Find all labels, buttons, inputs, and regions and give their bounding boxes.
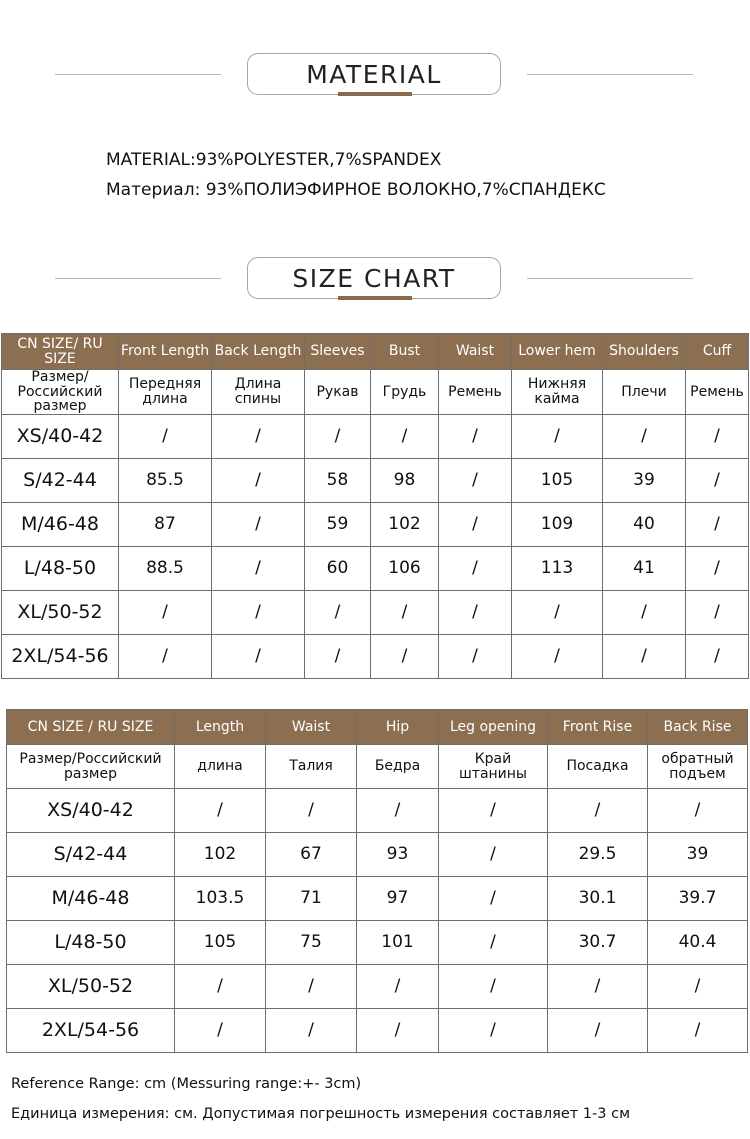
column-header: Length — [175, 710, 266, 745]
measurement-cell: / — [512, 415, 603, 459]
divider-right — [527, 74, 693, 75]
column-header-ru: Грудь — [371, 370, 439, 415]
measurement-cell: 30.1 — [548, 877, 648, 921]
size-label: S/42-44 — [2, 459, 119, 503]
column-header: Front Rise — [548, 710, 648, 745]
column-header-ru: обратный подъем — [648, 745, 748, 789]
column-header: Cuff — [686, 334, 749, 370]
measurement-cell: / — [357, 965, 439, 1009]
bottom-size-chart-table — [6, 709, 748, 1053]
measurement-cell: / — [212, 415, 305, 459]
header-row — [2, 334, 749, 370]
table-row — [7, 1009, 748, 1053]
measurement-cell: / — [357, 789, 439, 833]
column-header: CN SIZE / RU SIZE — [7, 710, 175, 745]
column-header: Back Rise — [648, 710, 748, 745]
column-header-ru: Размер/ Российский размер — [2, 370, 119, 415]
measurement-cell: 102 — [371, 503, 439, 547]
measurement-cell: / — [686, 635, 749, 679]
measurement-cell: / — [175, 1009, 266, 1053]
measurement-cell: / — [548, 789, 648, 833]
measurement-cell: / — [648, 789, 748, 833]
measurement-cell: 40 — [603, 503, 686, 547]
measurement-cell: / — [439, 591, 512, 635]
measurement-cell: / — [512, 591, 603, 635]
size-chart-title: SIZE CHART — [292, 264, 456, 293]
measurement-cell: / — [439, 877, 548, 921]
measurement-cell: 60 — [305, 547, 371, 591]
divider-left — [55, 278, 221, 279]
measurement-cell: 71 — [266, 877, 357, 921]
measurement-cell: / — [603, 415, 686, 459]
column-header: Hip — [357, 710, 439, 745]
measurement-cell: / — [512, 635, 603, 679]
measurement-cell: / — [439, 503, 512, 547]
column-header: Bust — [371, 334, 439, 370]
measurement-cell: / — [439, 965, 548, 1009]
column-header-ru: Нижняя кайма — [512, 370, 603, 415]
table-row — [2, 547, 749, 591]
measurement-cell: 103.5 — [175, 877, 266, 921]
measurement-cell: 39.7 — [648, 877, 748, 921]
table-row — [7, 789, 748, 833]
measurement-cell: 109 — [512, 503, 603, 547]
material-section-header — [0, 53, 750, 97]
measurement-cell: / — [439, 1009, 548, 1053]
measurement-cell: 97 — [357, 877, 439, 921]
column-header: Sleeves — [305, 334, 371, 370]
reference-range-note: Reference Range: cm (Messuring range:+- 3cm) — [11, 1076, 362, 1092]
column-header: Back Length — [212, 334, 305, 370]
measurement-cell: 98 — [371, 459, 439, 503]
measurement-cell: / — [305, 591, 371, 635]
measurement-cell: / — [686, 459, 749, 503]
size-chart-title-pill — [247, 257, 501, 299]
size-label: XS/40-42 — [7, 789, 175, 833]
measurement-cell: 106 — [371, 547, 439, 591]
measurement-cell: 67 — [266, 833, 357, 877]
column-header: Leg opening — [439, 710, 548, 745]
measurement-cell: / — [371, 635, 439, 679]
measurement-cell: / — [266, 789, 357, 833]
measurement-cell: / — [119, 635, 212, 679]
measurement-cell: 93 — [357, 833, 439, 877]
size-chart-section-header — [0, 257, 750, 301]
measurement-cell: / — [603, 591, 686, 635]
measurement-cell: / — [212, 503, 305, 547]
top-size-chart-table — [1, 333, 749, 679]
column-header-ru: Длина спины — [212, 370, 305, 415]
size-label: M/46-48 — [2, 503, 119, 547]
column-header-ru: Край штанины — [439, 745, 548, 789]
column-header-ru: длина — [175, 745, 266, 789]
measurement-cell: / — [648, 1009, 748, 1053]
measurement-cell: / — [603, 635, 686, 679]
measurement-cell: / — [305, 415, 371, 459]
column-header: CN SIZE/ RU SIZE — [2, 334, 119, 370]
measurement-cell: 30.7 — [548, 921, 648, 965]
column-header-ru: Ремень — [439, 370, 512, 415]
size-label: XS/40-42 — [2, 415, 119, 459]
size-label: XL/50-52 — [7, 965, 175, 1009]
measurement-cell: / — [212, 547, 305, 591]
title-underline — [338, 296, 412, 300]
measurement-cell: / — [266, 1009, 357, 1053]
measurement-cell: / — [212, 459, 305, 503]
measurement-cell: 102 — [175, 833, 266, 877]
column-header-ru: Бедра — [357, 745, 439, 789]
column-header: Waist — [266, 710, 357, 745]
measurement-cell: 87 — [119, 503, 212, 547]
measurement-cell: / — [212, 635, 305, 679]
measurement-cell: 85.5 — [119, 459, 212, 503]
table-row — [2, 591, 749, 635]
measurement-cell: 40.4 — [648, 921, 748, 965]
column-header-ru: Плечи — [603, 370, 686, 415]
measurement-cell: 105 — [512, 459, 603, 503]
material-title-pill — [247, 53, 501, 95]
header-row-ru — [2, 370, 749, 415]
measurement-cell: / — [439, 921, 548, 965]
measurement-cell: 88.5 — [119, 547, 212, 591]
material-ru: Материал: 93%ПОЛИЭФИРНОЕ ВОЛОКНО,7%СПАНДЕКС — [106, 180, 606, 200]
measurement-cell: / — [357, 1009, 439, 1053]
header-row-ru — [7, 745, 748, 789]
divider-left — [55, 74, 221, 75]
measurement-cell: 39 — [603, 459, 686, 503]
table-row — [2, 459, 749, 503]
measurement-cell: / — [439, 833, 548, 877]
size-label: S/42-44 — [7, 833, 175, 877]
measurement-cell: 113 — [512, 547, 603, 591]
measurement-cell: / — [175, 965, 266, 1009]
size-label: L/48-50 — [7, 921, 175, 965]
column-header-ru: Ремень — [686, 370, 749, 415]
table-row — [7, 965, 748, 1009]
measurement-cell: / — [212, 591, 305, 635]
table-row — [2, 635, 749, 679]
measurement-cell: / — [439, 547, 512, 591]
table-row — [7, 877, 748, 921]
title-underline — [338, 92, 412, 96]
column-header: Lower hem — [512, 334, 603, 370]
measurement-cell: / — [439, 415, 512, 459]
measurement-cell: / — [439, 459, 512, 503]
measurement-cell: 75 — [266, 921, 357, 965]
column-header-ru: Талия — [266, 745, 357, 789]
divider-right — [527, 278, 693, 279]
measurement-cell: / — [686, 547, 749, 591]
measurement-cell: 41 — [603, 547, 686, 591]
size-label: L/48-50 — [2, 547, 119, 591]
measurement-note-ru: Единица измерения: см. Допустимая погрешность измерения составляет 1-3 см — [11, 1106, 631, 1122]
measurement-cell: 59 — [305, 503, 371, 547]
measurement-cell: 101 — [357, 921, 439, 965]
measurement-cell: 29.5 — [548, 833, 648, 877]
column-header: Front Length — [119, 334, 212, 370]
measurement-cell: / — [686, 503, 749, 547]
measurement-cell: 39 — [648, 833, 748, 877]
measurement-cell: / — [266, 965, 357, 1009]
column-header-ru: Посадка — [548, 745, 648, 789]
size-label: 2XL/54-56 — [7, 1009, 175, 1053]
measurement-cell: / — [371, 591, 439, 635]
size-label: M/46-48 — [7, 877, 175, 921]
measurement-cell: / — [548, 1009, 648, 1053]
measurement-cell: / — [175, 789, 266, 833]
table-row — [2, 415, 749, 459]
measurement-cell: / — [439, 789, 548, 833]
material-title: MATERIAL — [306, 60, 442, 89]
measurement-cell: / — [119, 591, 212, 635]
table-row — [2, 503, 749, 547]
measurement-cell: / — [548, 965, 648, 1009]
measurement-cell: / — [371, 415, 439, 459]
measurement-cell: / — [305, 635, 371, 679]
measurement-cell: 105 — [175, 921, 266, 965]
column-header: Waist — [439, 334, 512, 370]
table-row — [7, 921, 748, 965]
column-header-ru: Передняя длина — [119, 370, 212, 415]
table-row — [7, 833, 748, 877]
measurement-cell: 58 — [305, 459, 371, 503]
measurement-cell: / — [648, 965, 748, 1009]
measurement-cell: / — [686, 415, 749, 459]
material-en: MATERIAL:93%POLYESTER,7%SPANDEX — [106, 150, 442, 170]
header-row — [7, 710, 748, 745]
measurement-cell: / — [439, 635, 512, 679]
column-header-ru: Размер/Российский размер — [7, 745, 175, 789]
column-header: Shoulders — [603, 334, 686, 370]
measurement-cell: / — [119, 415, 212, 459]
measurement-cell: / — [686, 591, 749, 635]
column-header-ru: Рукав — [305, 370, 371, 415]
size-label: 2XL/54-56 — [2, 635, 119, 679]
size-label: XL/50-52 — [2, 591, 119, 635]
